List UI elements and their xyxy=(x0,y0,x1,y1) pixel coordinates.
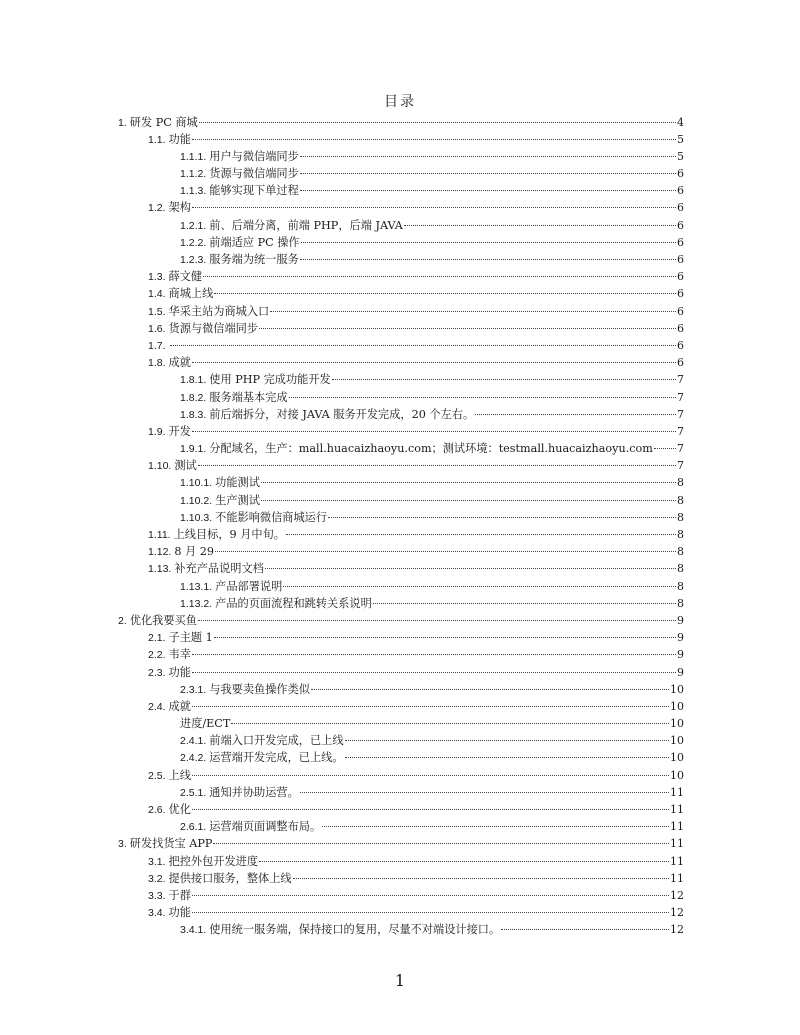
dot-leader xyxy=(300,189,676,191)
toc-entry[interactable] xyxy=(118,715,684,732)
toc-entry[interactable] xyxy=(118,578,684,595)
dot-leader xyxy=(198,619,676,621)
dot-leader xyxy=(293,877,669,879)
dot-leader xyxy=(261,499,676,501)
dot-leader xyxy=(231,722,669,724)
toc-entry-number: 1.2.2. xyxy=(180,236,207,249)
toc-entry[interactable] xyxy=(118,268,684,285)
toc-entry-page: 9 xyxy=(677,648,684,662)
toc-entry-page: 8 xyxy=(677,596,684,610)
toc-entry-page: 11 xyxy=(670,803,684,816)
toc-entry-number: 1.6. xyxy=(148,322,166,335)
toc-entry[interactable] xyxy=(118,629,684,646)
toc-entry-page: 10 xyxy=(670,682,684,696)
toc-entry-title: 进度/ECT xyxy=(180,717,231,731)
toc-entry-number: 3.3. xyxy=(148,889,166,902)
toc-entry-number: 1. xyxy=(118,116,127,129)
toc-entry-page: 10 xyxy=(670,717,684,731)
dot-leader xyxy=(259,860,669,862)
toc-entry-page: 7 xyxy=(677,407,684,421)
toc-entry-page: 6 xyxy=(677,321,684,335)
toc-entry[interactable] xyxy=(118,560,684,577)
toc-entry[interactable] xyxy=(118,440,684,457)
toc-entry-title: 优化 xyxy=(168,803,191,816)
toc-entry-page: 7 xyxy=(677,424,684,438)
toc-entry[interactable] xyxy=(118,182,684,199)
toc-entry-number: 1.12. xyxy=(148,546,172,559)
dot-leader xyxy=(300,791,669,793)
toc-entry-number: 1.1.2. xyxy=(180,168,207,181)
dot-leader xyxy=(192,671,676,673)
dot-leader xyxy=(192,808,669,810)
dot-leader xyxy=(192,705,669,707)
toc-entry[interactable] xyxy=(118,646,684,663)
toc-entry-title: 产品部署说明 xyxy=(215,579,283,593)
toc-entry[interactable] xyxy=(118,354,684,371)
toc-entry-number: 1.2.1. xyxy=(180,219,207,232)
toc-entry-title: 成就 xyxy=(168,356,191,370)
toc-entry[interactable] xyxy=(118,337,684,354)
toc-entry[interactable] xyxy=(118,285,684,302)
toc-entry-page: 8 xyxy=(677,510,684,524)
toc-entry[interactable] xyxy=(118,835,684,852)
toc-entry[interactable] xyxy=(118,320,684,337)
toc-entry-page: 8 xyxy=(677,528,684,541)
toc-entry[interactable] xyxy=(118,234,684,251)
toc-entry[interactable] xyxy=(118,784,684,801)
toc-entry-page: 8 xyxy=(677,562,684,576)
toc-entry[interactable] xyxy=(118,492,684,509)
dot-leader xyxy=(261,481,676,483)
toc-entry-number: 1.2.3. xyxy=(180,254,207,266)
toc-entry-page: 6 xyxy=(677,167,684,181)
toc-entry[interactable] xyxy=(118,371,684,388)
toc-entry-page: 12 xyxy=(670,923,684,937)
toc-entry-title: 上线 xyxy=(168,768,191,782)
toc-entry-title: 使用 PHP 完成功能开发 xyxy=(209,373,331,387)
toc-entry-page: 9 xyxy=(677,613,684,627)
dot-leader xyxy=(301,241,676,243)
toc-entry-page: 11 xyxy=(670,871,684,885)
toc-entry-page: 6 xyxy=(677,304,684,318)
toc-entry-page: 6 xyxy=(677,270,684,284)
toc-entry[interactable] xyxy=(118,217,684,234)
toc-entry-number: 1.2. xyxy=(148,202,166,215)
dot-leader xyxy=(283,585,676,587)
toc-entry-page: 7 xyxy=(677,442,684,456)
dot-leader xyxy=(214,292,676,294)
toc-entry[interactable] xyxy=(118,251,684,268)
toc-entry-number: 1.4. xyxy=(148,288,166,301)
toc-entry-page: 11 xyxy=(670,820,684,834)
toc-entry[interactable] xyxy=(118,698,684,715)
dot-leader xyxy=(199,121,676,123)
dot-leader xyxy=(322,825,669,827)
toc-entry[interactable] xyxy=(118,612,684,629)
dot-leader xyxy=(345,756,669,758)
toc-entry-page: 6 xyxy=(677,253,684,266)
toc-entry-title: 功能 xyxy=(168,665,191,679)
dot-leader xyxy=(345,739,669,741)
toc-entry-number: 2.3. xyxy=(148,666,166,679)
toc-entry-page: 6 xyxy=(677,356,684,370)
toc-entry[interactable] xyxy=(118,543,684,560)
toc-entry-page: 7 xyxy=(677,459,684,473)
toc-entry[interactable] xyxy=(118,389,684,406)
toc-entry-title: 上线目标，9 月中旬。 xyxy=(173,528,285,541)
toc-entry-page: 11 xyxy=(670,837,684,851)
toc-entry-page: 6 xyxy=(677,201,684,215)
table-of-contents xyxy=(118,114,684,939)
toc-entry-title: 前、后端分离，前端 PHP，后端 JAVA xyxy=(209,218,403,232)
toc-entry-number: 1.8.1. xyxy=(180,374,207,387)
toc-entry-number: 1.5. xyxy=(148,305,166,318)
toc-entry-number: 1.1. xyxy=(148,133,166,146)
toc-entry-number: 1.11. xyxy=(148,529,171,541)
toc-entry-number: 1.1.3. xyxy=(180,185,207,198)
toc-entry-title: 使用统一服务端，保持接口的复用，尽量不对端设计接口。 xyxy=(209,923,501,937)
dot-leader xyxy=(192,894,669,896)
dot-leader xyxy=(286,533,676,535)
toc-entry[interactable] xyxy=(118,818,684,835)
toc-entry-page: 5 xyxy=(677,149,684,163)
toc-entry-number: 2.1. xyxy=(148,632,166,645)
toc-entry[interactable] xyxy=(118,664,684,681)
toc-entry[interactable] xyxy=(118,406,684,423)
toc-entry-number: 1.9. xyxy=(148,425,166,438)
dot-leader xyxy=(311,688,669,690)
dot-leader xyxy=(192,911,669,913)
toc-entry-number: 1.3. xyxy=(148,271,166,284)
toc-entry-number: 3.4. xyxy=(148,907,166,920)
toc-entry-title: 开发 xyxy=(168,424,191,438)
toc-entry[interactable] xyxy=(118,732,684,749)
dot-leader xyxy=(192,138,676,140)
dot-leader xyxy=(214,636,676,638)
toc-entry-page: 10 xyxy=(670,699,684,713)
toc-entry-page: 12 xyxy=(670,888,684,902)
toc-entry[interactable] xyxy=(118,526,684,543)
toc-entry-number: 3.4.1. xyxy=(180,924,207,937)
toc-entry-title: 提供接口服务，整体上线 xyxy=(168,871,292,885)
dot-leader xyxy=(265,567,676,569)
dot-leader xyxy=(332,378,676,380)
toc-entry-title: 优化我要买鱼 xyxy=(129,613,197,627)
toc-entry[interactable] xyxy=(118,681,684,698)
toc-entry[interactable] xyxy=(118,148,684,165)
toc-entry-page: 4 xyxy=(677,115,684,129)
dot-leader xyxy=(300,155,676,157)
dot-leader xyxy=(192,430,676,432)
toc-entry-title: 功能测试 xyxy=(215,476,260,490)
toc-entry-title: 运营端开发完成，已上线。 xyxy=(209,751,344,765)
dot-leader xyxy=(213,842,669,844)
toc-entry-title: 服务端为统一服务 xyxy=(209,253,299,266)
dot-leader xyxy=(289,396,676,398)
toc-entry-page: 9 xyxy=(677,631,684,645)
toc-entry[interactable] xyxy=(118,887,684,904)
toc-entry-title: 与我要卖鱼操作类似 xyxy=(209,682,310,696)
toc-entry-title: 研发 PC 商城 xyxy=(129,115,198,129)
toc-entry-page: 11 xyxy=(670,785,684,799)
dot-leader xyxy=(259,327,676,329)
toc-entry-title: 货源与微信端同步 xyxy=(209,167,299,181)
toc-entry[interactable] xyxy=(118,767,684,784)
toc-entry-page: 7 xyxy=(677,390,684,404)
dot-leader xyxy=(300,258,676,260)
dot-leader xyxy=(404,224,676,226)
toc-entry-title: 功能 xyxy=(168,906,191,920)
toc-entry[interactable] xyxy=(118,199,684,216)
toc-entry-number: 1.10.1. xyxy=(180,477,213,490)
toc-entry[interactable] xyxy=(118,801,684,818)
dot-leader xyxy=(192,361,676,363)
toc-entry[interactable] xyxy=(118,749,684,766)
toc-entry[interactable] xyxy=(118,131,684,148)
dot-leader xyxy=(170,344,676,346)
toc-entry-page: 11 xyxy=(670,854,684,868)
dot-leader xyxy=(203,275,676,277)
toc-entry-number: 3. xyxy=(118,838,127,851)
toc-entry[interactable] xyxy=(118,303,684,320)
dot-leader xyxy=(501,928,669,930)
toc-entry-page: 6 xyxy=(677,287,684,301)
dot-leader xyxy=(373,602,676,604)
toc-entry-number: 2.4.1. xyxy=(180,735,207,748)
toc-entry-page: 10 xyxy=(670,751,684,765)
dot-leader xyxy=(654,447,676,449)
toc-entry-title: 功能 xyxy=(168,132,191,146)
toc-entry-page: 9 xyxy=(677,665,684,679)
toc-entry-title: 货源与微信端同步 xyxy=(168,321,259,335)
dot-leader xyxy=(475,413,676,415)
toc-entry-page: 8 xyxy=(677,493,684,507)
toc-entry-page: 6 xyxy=(677,338,684,352)
toc-entry-number: 2.6. xyxy=(148,804,166,816)
toc-entry-number: 1.10. xyxy=(148,460,172,473)
toc-entry-number: 3.2. xyxy=(148,872,166,885)
toc-entry-number: 1.13.2. xyxy=(180,597,213,610)
toc-entry-title: 架构 xyxy=(168,201,191,215)
toc-entry-title: 产品的页面流程和跳转关系说明 xyxy=(215,596,372,610)
toc-entry[interactable] xyxy=(118,423,684,440)
toc-entry-number: 3.1. xyxy=(148,855,166,868)
toc-entry-title: 研发找货宝 APP xyxy=(129,837,213,851)
toc-entry-number: 2.5. xyxy=(148,769,166,782)
toc-entry-page: 6 xyxy=(677,235,684,249)
toc-entry-title: 子主题 1 xyxy=(168,631,213,645)
toc-entry-title: 测试 xyxy=(174,459,197,473)
toc-entry-number: 1.13.1. xyxy=(180,580,213,593)
toc-entry-number: 1.8.2. xyxy=(180,391,207,404)
toc-entry-title: 前后端拆分，对接 JAVA 服务开发完成，20 个左右。 xyxy=(209,407,475,421)
toc-title: 目录 xyxy=(384,94,416,110)
toc-entry-page: 7 xyxy=(677,373,684,387)
toc-entry-page: 10 xyxy=(670,734,684,748)
toc-entry-page: 12 xyxy=(670,906,684,920)
toc-entry-title: 通知并协助运营。 xyxy=(209,785,299,799)
toc-entry-title: 韦幸 xyxy=(168,648,191,662)
toc-entry-title: 生产测试 xyxy=(215,493,260,507)
dot-leader xyxy=(270,310,676,312)
toc-entry-number: 2.3.1. xyxy=(180,683,207,696)
toc-entry-title: 于群 xyxy=(168,888,191,902)
toc-entry[interactable] xyxy=(118,921,684,938)
toc-entry-page: 5 xyxy=(677,132,684,146)
toc-entry[interactable] xyxy=(118,165,684,182)
toc-entry[interactable] xyxy=(118,114,684,131)
dot-leader xyxy=(300,172,676,174)
toc-entry-page: 8 xyxy=(677,579,684,593)
toc-entry[interactable] xyxy=(118,457,684,474)
dot-leader xyxy=(215,550,676,552)
dot-leader xyxy=(192,206,676,208)
toc-entry-page: 8 xyxy=(677,545,684,559)
toc-entry-page: 6 xyxy=(677,184,684,198)
toc-entry-title: 前端适应 PC 操作 xyxy=(209,235,300,249)
toc-entry[interactable] xyxy=(118,474,684,491)
dot-leader xyxy=(192,774,669,776)
toc-entry-number: 1.8. xyxy=(148,357,166,370)
toc-entry[interactable] xyxy=(118,595,684,612)
toc-entry-title: 8 月 29 xyxy=(174,545,215,559)
toc-entry-number: 2.5.1. xyxy=(180,786,207,799)
dot-leader xyxy=(328,516,676,518)
toc-entry-title: 华采主站为商城入口 xyxy=(168,304,270,318)
toc-entry-number: 2. xyxy=(118,614,127,627)
toc-entry-title: 前端入口开发完成，已上线 xyxy=(209,734,344,748)
toc-entry-title: 能够实现下单过程 xyxy=(209,184,299,198)
toc-entry-title: 商城上线 xyxy=(168,287,214,301)
toc-entry[interactable] xyxy=(118,904,684,921)
toc-entry-number: 1.8.3. xyxy=(180,408,207,421)
toc-entry-number: 1.10.3. xyxy=(180,511,213,524)
toc-entry-number: 2.4. xyxy=(148,700,166,713)
page-number: 1 xyxy=(394,971,406,990)
toc-entry[interactable] xyxy=(118,853,684,870)
toc-entry-title: 补充产品说明文档 xyxy=(174,562,264,576)
dot-leader xyxy=(192,653,676,655)
toc-entry-number: 2.2. xyxy=(148,649,166,662)
toc-entry-title: 服务端基本完成 xyxy=(209,390,288,404)
toc-entry-number: 1.9.1. xyxy=(180,443,207,456)
toc-entry-title: 把控外包开发进度 xyxy=(168,854,259,868)
toc-entry-number: 1.13. xyxy=(148,563,172,576)
toc-entry-title: 成就 xyxy=(168,699,191,713)
toc-entry-page: 6 xyxy=(677,218,684,232)
toc-entry-title: 用户与微信端同步 xyxy=(209,149,299,163)
toc-entry-title: 运营端页面调整布局。 xyxy=(209,820,322,834)
dot-leader xyxy=(198,464,676,466)
toc-entry-title: 分配域名，生产：mall.huacaizhaoyu.com；测试环境：testmall.huacaizhaoyu.com xyxy=(209,442,653,456)
toc-entry-title: 薛文健 xyxy=(168,270,203,284)
toc-entry-number: 1.7. xyxy=(148,339,166,352)
toc-entry[interactable] xyxy=(118,509,684,526)
toc-entry-number: 2.4.2. xyxy=(180,752,207,765)
toc-entry-page: 10 xyxy=(670,768,684,782)
toc-entry-number: 2.6.1. xyxy=(180,821,207,834)
toc-entry-number: 1.10.2. xyxy=(180,494,213,507)
toc-entry-page: 8 xyxy=(677,476,684,490)
toc-entry[interactable] xyxy=(118,870,684,887)
toc-entry-title: 不能影响微信商城运行 xyxy=(215,510,328,524)
toc-entry-number: 1.1.1. xyxy=(180,150,207,163)
